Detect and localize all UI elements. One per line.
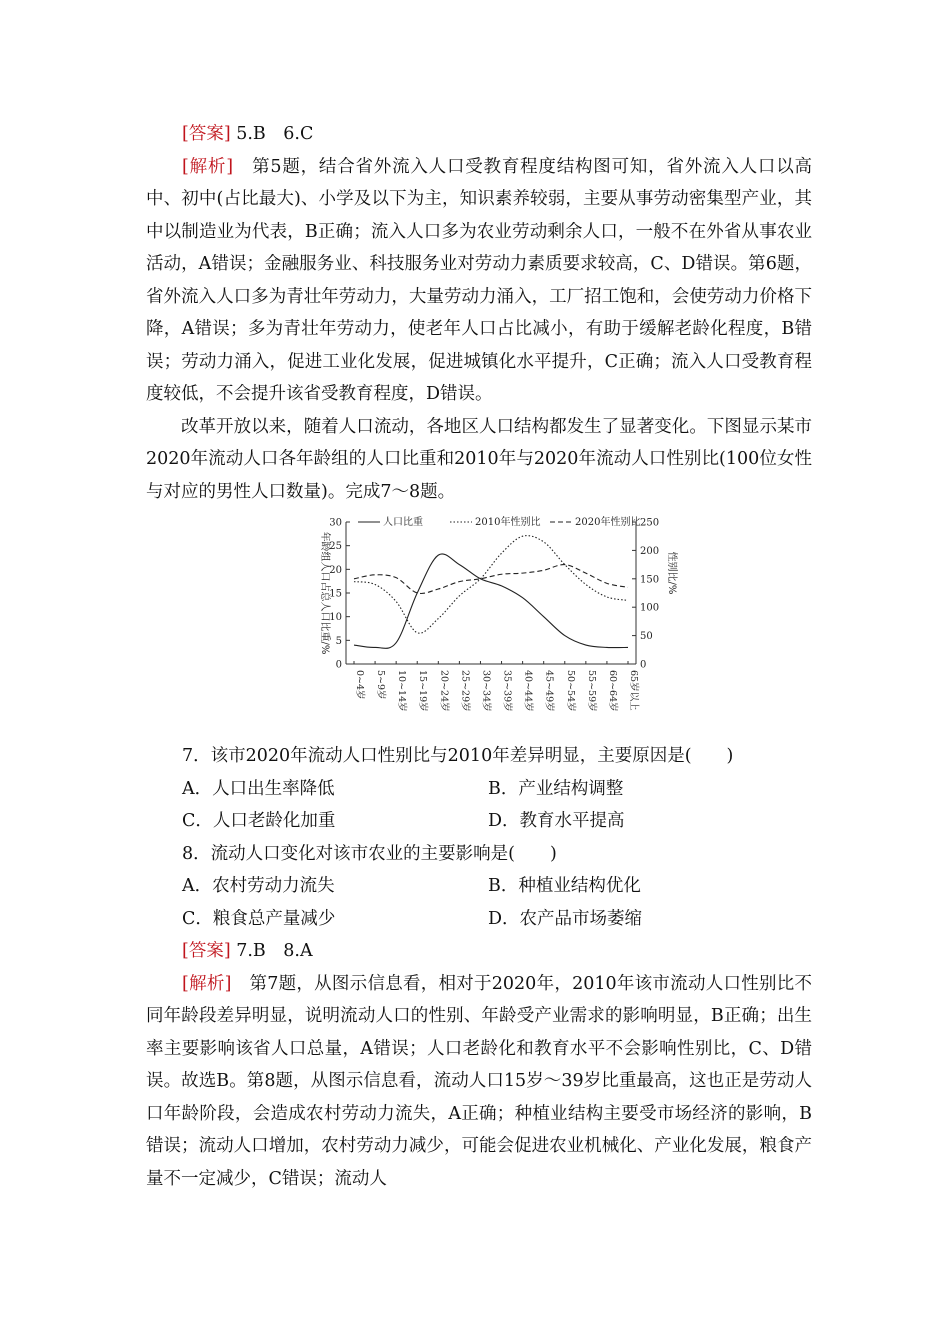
x-tick-label: 55~59岁 xyxy=(585,670,597,712)
q7-option-b: B．产业结构调整 xyxy=(488,778,624,799)
x-tick-label: 65岁以上 xyxy=(628,670,639,711)
x-tick-label: 25~29岁 xyxy=(459,670,471,712)
answer-line-2 xyxy=(146,935,812,968)
q7-options-row-1 xyxy=(146,773,812,806)
q7-option-a: A．人口出生率降低 xyxy=(182,778,335,799)
answer-text-2: 7.B 8.A xyxy=(236,941,313,961)
q8-options-row-2 xyxy=(146,903,812,936)
left-axis-title: 年龄组人口占总人口比重/% xyxy=(319,531,330,655)
q8-option-b: B．种植业结构优化 xyxy=(488,876,641,896)
answer-tag: [答案] xyxy=(182,124,231,144)
x-tick-label: 35~39岁 xyxy=(501,670,513,712)
analysis-paragraph-2 xyxy=(146,968,812,1196)
right-tick-label: 250 xyxy=(640,517,660,529)
legend-label-2: 2010年性别比 xyxy=(475,517,541,528)
x-tick-label: 40~44岁 xyxy=(522,670,534,712)
left-tick-label: 5 xyxy=(335,635,342,647)
right-tick-label: 150 xyxy=(640,574,660,586)
q7-stem: 7．该市2020年流动人口性别比与2010年差异明显，主要原因是( ) xyxy=(182,746,734,766)
right-tick-label: 200 xyxy=(640,545,660,557)
left-tick-label: 25 xyxy=(329,541,342,553)
left-tick-label: 10 xyxy=(329,612,342,624)
x-tick-label: 45~49岁 xyxy=(543,670,555,712)
legend-label-1: 人口比重 xyxy=(383,517,423,528)
q8-option-c: C．粮食总产量减少 xyxy=(182,908,336,929)
q8-option-a: A．农村劳动力流失 xyxy=(182,876,335,896)
right-axis-title: 性别比/% xyxy=(666,551,677,595)
analysis-tag: [解析] xyxy=(182,156,234,177)
x-tick-label: 60~64岁 xyxy=(606,670,618,712)
x-tick-label: 50~54岁 xyxy=(564,670,576,712)
x-tick-label: 5~9岁 xyxy=(375,670,387,700)
x-tick-label: 20~24岁 xyxy=(438,670,450,712)
series-line-3 xyxy=(354,565,628,594)
q8-options-row-1 xyxy=(146,870,812,903)
answer-line-1 xyxy=(146,118,812,151)
right-tick-label: 0 xyxy=(640,659,647,671)
analysis-text: 第5题，结合省外流入人口受教育程度结构图可知，省外流入人口以高中、初中(占比最大)、小学及以下为主，知识素养较弱，主要从事劳动密集型产业，其中以制造业为代表，B正确；流入人口多为农业劳动剩余人口，一般不在外省从事农业活动，A错误；金融服务业、科技服务业对劳动力素质要求较高，C、D错误。第6题，省外流入人口多为青壮年劳动力，大量劳动力涌入，工厂招工饱和，会使劳动力价格下降，A错误；多为青壮年劳动力，使老年人口占比减小，有助于缓解老龄化程度，B错误；劳动力涌入，促进工业化发展，促进城镇化水平提升，C正确；流入人口受教育程度较低，不会提升该省受教育程度，D错误。 xyxy=(146,156,813,404)
answer-tag-2: [答案] xyxy=(182,941,231,961)
q8-option-d: D．农产品市场萎缩 xyxy=(488,908,643,929)
population-chart xyxy=(146,512,812,734)
left-tick-label: 30 xyxy=(329,517,342,529)
x-tick-label: 15~19岁 xyxy=(417,670,429,712)
q7-options-row-2 xyxy=(146,805,812,838)
x-tick-label: 10~14岁 xyxy=(396,670,408,712)
q8-stem: 8．流动人口变化对该市农业的主要影响是( ) xyxy=(182,843,557,864)
x-tick-label: 30~34岁 xyxy=(480,670,492,712)
series-line-2 xyxy=(354,536,628,634)
right-tick-label: 100 xyxy=(640,602,660,614)
series-line-1 xyxy=(354,554,628,648)
legend-label-3: 2020年性别比 xyxy=(575,517,641,528)
right-tick-label: 50 xyxy=(640,631,653,643)
left-tick-label: 20 xyxy=(329,564,342,576)
x-tick-label: 0~4岁 xyxy=(354,670,365,700)
left-tick-label: 15 xyxy=(329,588,342,600)
question-intro: 改革开放以来，随着人口流动，各地区人口结构都发生了显著变化。下图显示某市2020年流动人口各年龄组的人口比重和2010年与2020年流动人口性别比(100位女性与对应的男性人口数量)。完成7～8题。 xyxy=(146,416,812,502)
q7-option-c: C．人口老龄化加重 xyxy=(182,811,336,831)
answer-text: 5.B 6.C xyxy=(236,124,314,144)
analysis-tag-2: [解析] xyxy=(182,973,232,994)
analysis-text-2: 第7题，从图示信息看，相对于2020年，2010年该市流动人口性别比不同年龄段差异明显，说明流动人口的性别、年龄受产业需求的影响明显，B正确；出生率主要影响该省人口总量，A错误；人口老龄化和教育水平不会影响性别比，C、D错误。故选B。第8题，从图示信息看，流动人口15岁～39岁比重最高，这也正是劳动人口年龄阶段，会造成农村劳动力流失，A正确；种植业结构主要受市场经济的影响，B错误；流动人口增加，农村劳动力减少，可能会促进农业机械化、产业化发展，粮食产量不一定减少，C错误；流动人 xyxy=(146,973,813,1189)
chart xyxy=(146,512,812,734)
left-tick-label: 0 xyxy=(335,659,342,671)
analysis-paragraph-1 xyxy=(146,151,812,411)
q7-option-d: D．教育水平提高 xyxy=(488,811,625,831)
page-content xyxy=(146,118,812,1195)
